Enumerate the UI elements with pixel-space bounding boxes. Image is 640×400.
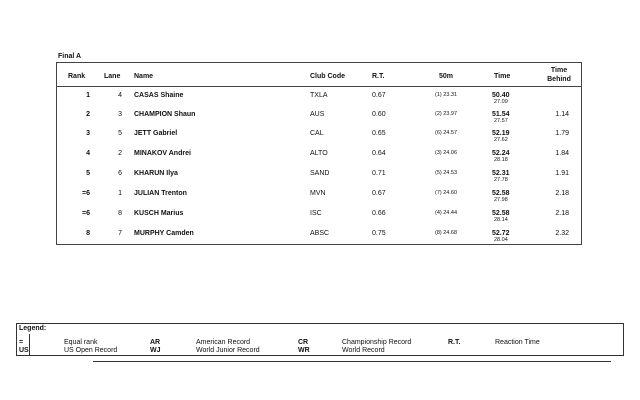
row-6-behind: 2.18 (555, 190, 569, 197)
row-1-lane: 4 (118, 92, 122, 99)
row-4-split: (3) 24.06 (434, 150, 457, 156)
row-5-rt: 0.71 (372, 170, 386, 177)
legend-code-wr: WR (298, 347, 310, 354)
row-7-name: KUSCH Marius (134, 210, 184, 217)
row-8-sub-time: 28.04 (494, 237, 508, 243)
row-8-time: 52.72 (492, 230, 510, 237)
row-1-time: 50.40 (492, 92, 510, 99)
row-3-club: CAL (310, 130, 324, 137)
legend-text-ar: American Record (196, 339, 251, 346)
row-3-name: JETT Gabriel (134, 130, 178, 137)
legend-text-rt: Reaction Time (495, 339, 540, 346)
header-time-behind-line1: Time (550, 67, 568, 74)
header-rank: Rank (68, 73, 86, 80)
row-5-name: KHARUN Ilya (134, 170, 178, 177)
row-6-split: (7) 24.60 (434, 190, 457, 196)
legend-code-us: US (19, 347, 29, 354)
legend-code-equal: = (19, 339, 24, 346)
row-2-lane: 3 (118, 111, 122, 118)
row-6-time: 52.58 (492, 190, 510, 197)
row-5-behind: 1.91 (555, 170, 569, 177)
row-5-lane: 6 (118, 170, 122, 177)
row-7-split: (4) 24.44 (434, 210, 457, 216)
row-5-split: (5) 24.53 (434, 170, 457, 176)
row-4-name: MINAKOV Andrei (134, 150, 191, 157)
row-3-lane: 5 (118, 130, 122, 137)
row-6-rt: 0.67 (372, 190, 386, 197)
row-6-lane: 1 (118, 190, 122, 197)
row-8-name: MURPHY Camden (134, 230, 194, 237)
header-divider (56, 86, 582, 87)
row-6-club: MVN (310, 190, 326, 197)
legend-text-wr: World Record (342, 347, 385, 354)
row-8-rank: 8 (86, 230, 90, 237)
header-time-behind-line2: Behind (547, 76, 571, 83)
row-5-rank: 5 (86, 170, 90, 177)
row-7-rt: 0.66 (372, 210, 386, 217)
header-club-code: Club Code (310, 73, 345, 80)
legend-code-rt: R.T. (448, 339, 461, 346)
row-2-name: CHAMPION Shaun (134, 111, 196, 118)
row-2-rt: 0.60 (372, 111, 386, 118)
row-4-rank: 4 (86, 150, 90, 157)
row-3-rank: 3 (86, 130, 90, 137)
header-rt: R.T. (372, 73, 385, 80)
row-7-behind: 2.18 (555, 210, 569, 217)
row-5-time: 52.31 (492, 170, 510, 177)
row-6-rank: =6 (82, 190, 90, 197)
row-2-behind: 1.14 (555, 111, 569, 118)
header-name: Name (134, 73, 154, 80)
row-4-sub-time: 28.18 (494, 157, 508, 163)
header-lane: Lane (104, 73, 121, 80)
row-8-split: (8) 24.68 (434, 230, 457, 236)
legend-title: Legend: (19, 325, 47, 332)
header-50m: 50m (439, 73, 454, 80)
bottom-rule (93, 361, 611, 362)
row-1-name: CASAS Shaine (134, 92, 184, 99)
row-7-lane: 8 (118, 210, 122, 217)
row-8-rt: 0.75 (372, 230, 386, 237)
legend-text-equal: Equal rank (64, 339, 98, 346)
header-time-behind (539, 66, 579, 84)
row-4-behind: 1.84 (555, 150, 569, 157)
row-3-time: 52.19 (492, 130, 510, 137)
legend-code-ar: AR (150, 339, 161, 346)
row-8-lane: 7 (118, 230, 122, 237)
row-3-rt: 0.65 (372, 130, 386, 137)
row-3-split: (6) 24.57 (434, 130, 457, 136)
legend-divider (29, 334, 30, 356)
legend-text-cr: Championship Record (342, 339, 412, 346)
row-5-club: SAND (310, 170, 330, 177)
row-8-club: ABSC (310, 230, 330, 237)
row-2-rank: 2 (86, 111, 90, 118)
row-7-club: ISC (310, 210, 322, 217)
row-4-lane: 2 (118, 150, 122, 157)
row-3-behind: 1.79 (555, 130, 569, 137)
row-4-club: ALTO (310, 150, 328, 157)
row-2-club: AUS (310, 111, 325, 118)
row-4-rt: 0.64 (372, 150, 386, 157)
row-7-sub-time: 28.14 (494, 217, 508, 223)
row-1-rank: 1 (86, 92, 90, 99)
row-7-rank: =6 (82, 210, 90, 217)
legend-code-wj: WJ (150, 347, 161, 354)
row-6-name: JULIAN Trenton (134, 190, 187, 197)
row-1-rt: 0.67 (372, 92, 386, 99)
legend-text-us: US Open Record (64, 347, 118, 354)
legend-code-cr: CR (298, 339, 309, 346)
row-2-time: 51.54 (492, 111, 510, 118)
row-6-sub-time: 27.98 (494, 197, 508, 203)
legend-text-wj: World Junior Record (196, 347, 260, 354)
row-3-sub-time: 27.62 (494, 137, 508, 143)
row-1-split: (1) 23.31 (434, 92, 457, 98)
row-8-behind: 2.32 (555, 230, 569, 237)
row-5-sub-time: 27.78 (494, 177, 508, 183)
header-time: Time (494, 73, 511, 80)
row-2-sub-time: 27.57 (494, 118, 508, 124)
row-7-time: 52.58 (492, 210, 510, 217)
section-title: Final A (58, 53, 82, 60)
row-2-split: (2) 23.97 (434, 111, 457, 117)
row-1-club: TXLA (310, 92, 328, 99)
row-4-time: 52.24 (492, 150, 510, 157)
row-1-sub-time: 27.09 (494, 99, 508, 105)
